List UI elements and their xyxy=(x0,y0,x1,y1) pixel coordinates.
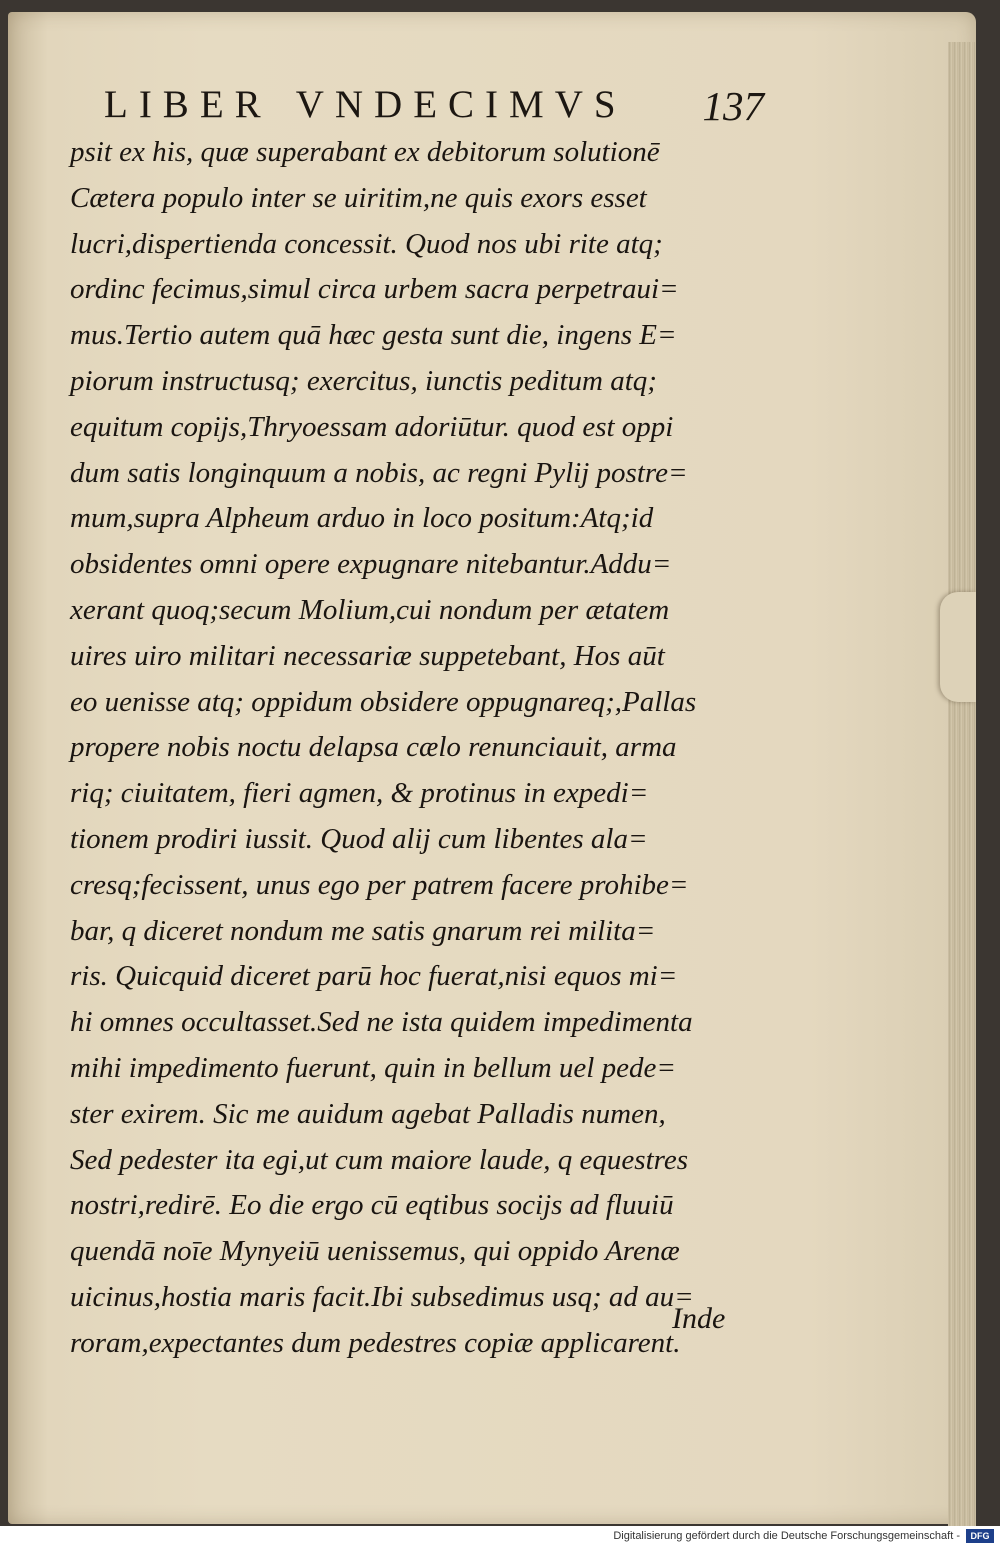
text-line: eo uenisse atq; oppidum obsidere oppugnareq;,Pallas xyxy=(70,685,697,718)
text-line: xerant quoq;secum Molium,cui nondum per ætatem xyxy=(70,593,670,626)
text-line: ris. Quicquid diceret parū hoc fuerat,nisi equos mi= xyxy=(70,960,678,993)
page-edges xyxy=(948,42,976,1532)
text-line: uicinus,hostia maris facit.Ibi subsedimus usq; ad au= xyxy=(70,1280,694,1313)
text-line: mihi impedimento fuerunt, quin in bellum uel pede= xyxy=(70,1051,676,1084)
digitization-credit: Digitalisierung gefördert durch die Deutsche Forschungsgemeinschaft - xyxy=(613,1530,960,1542)
text-line: hi omnes occultasset.Sed ne ista quidem impedimenta xyxy=(70,1006,693,1039)
footer-bar xyxy=(0,1526,1000,1548)
text-line: nostri,redirē. Eo die ergo cū eqtibus socijs ad fluuiū xyxy=(70,1189,674,1222)
text-line: cresq;fecissent, unus ego per patrem facere prohibe= xyxy=(70,868,689,901)
catchword: Inde xyxy=(672,1302,726,1335)
text-line: bar, q diceret nondum me satis gnarum rei milita= xyxy=(70,914,656,947)
page-clip xyxy=(940,592,976,702)
text-line: equitum copijs,Thryoessam adoriūtur. quod est oppi xyxy=(70,410,674,443)
text-line: obsidentes omni opere expugnare nitebantur.Addu= xyxy=(70,548,672,581)
text-line: ordinc fecimus,simul circa urbem sacra perpetraui= xyxy=(70,273,679,306)
text-line: dum satis longinquum a nobis, ac regni Pylij postre= xyxy=(70,456,688,489)
text-line: uires uiro militari necessariæ suppetebant, Hos aūt xyxy=(70,639,665,672)
page-number: 137 xyxy=(702,83,764,129)
text-line: roram,expectantes dum pedestres copiæ applicarent. xyxy=(70,1326,681,1359)
text-line: quendā noīe Mynyeiū uenissemus, qui oppido Arenæ xyxy=(70,1235,680,1268)
text-line: psit ex his, quæ superabant ex debitorum solutionē xyxy=(70,136,660,168)
text-line: Cætera populo inter se uiritim,ne quis exors esset xyxy=(70,181,647,214)
text-line: ster exirem. Sic me auidum agebat Palladis numen, xyxy=(70,1097,666,1130)
text-line: tionem prodiri iussit. Quod alij cum libentes ala= xyxy=(70,822,648,855)
running-head: LIBER VNDECIMVS xyxy=(104,83,627,126)
text-line: mum,supra Alpheum arduo in loco positum:Atq;id xyxy=(70,502,654,535)
text-line: mus.Tertio autem quā hæc gesta sunt die, ingens E= xyxy=(70,319,677,352)
book-page xyxy=(8,12,976,1524)
text-line: riq; ciuitatem, fieri agmen, & protinus in expedi= xyxy=(70,777,649,810)
text-line: propere nobis noctu delapsa cælo renunciauit, arma xyxy=(70,731,677,764)
page-header xyxy=(104,74,764,130)
dfg-logo: DFG xyxy=(966,1529,994,1543)
text-line: lucri,dispertienda concessit. Quod nos ubi rite atq; xyxy=(70,227,663,260)
body-text xyxy=(70,130,750,1367)
text-line: Sed pedester ita egi,ut cum maiore laude, q equestres xyxy=(70,1143,688,1176)
text-line: piorum instructusq; exercitus, iunctis peditum atq; xyxy=(70,364,657,397)
